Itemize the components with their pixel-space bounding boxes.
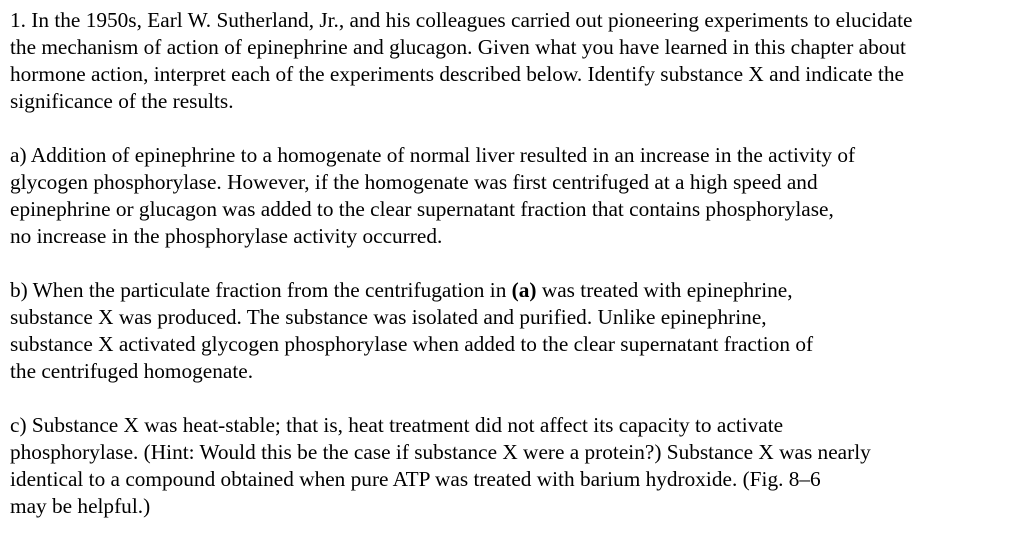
part-c-line-3: identical to a compound obtained when pure ATP was treated with barium hydroxide. (Fig. 8–6 (10, 467, 821, 491)
part-a-line-1: a) Addition of epinephrine to a homogenate of normal liver resulted in an increase in the activity of (10, 143, 856, 167)
part-b-line-4: the centrifuged homogenate. (10, 359, 254, 383)
part-a-line-4: no increase in the phosphorylase activity occurred. (10, 224, 443, 248)
part-c-line-4: may be helpful.) (10, 494, 151, 518)
intro-line-2: the mechanism of action of epinephrine and glucagon. Given what you have learned in this chapter about (10, 35, 906, 59)
part-a-line-3: epinephrine or glucagon was added to the clear supernatant fraction that contains phosphorylase, (10, 197, 834, 221)
part-a-line-2: glycogen phosphorylase. However, if the homogenate was first centrifuged at a high speed and (10, 170, 818, 194)
part-b-line-2: substance X was produced. The substance was isolated and purified. Unlike epinephrine, (10, 305, 767, 329)
part-b-line-1-end: was treated with epinephrine, (536, 278, 793, 302)
question-intro (10, 7, 1020, 115)
intro-line-1: 1. In the 1950s, Earl W. Sutherland, Jr., and his colleagues carried out pioneering experiments to elucidate (10, 8, 913, 32)
part-b-reference-a: (a) (511, 278, 537, 302)
question-part-a (10, 142, 1020, 250)
intro-line-3: hormone action, interpret each of the experiments described below. Identify substance X and indicate the (10, 62, 904, 86)
part-b-line-3: substance X activated glycogen phosphorylase when added to the clear supernatant fraction of (10, 332, 814, 356)
question-part-c (10, 412, 1020, 520)
part-c-line-2: phosphorylase. (Hint: Would this be the case if substance X were a protein?) Substance X was nearly (10, 440, 871, 464)
intro-line-4: significance of the results. (10, 89, 234, 113)
question-part-b (10, 277, 1020, 385)
document-page (10, 7, 1020, 547)
part-c-line-1: c) Substance X was heat-stable; that is, heat treatment did not affect its capacity to activate (10, 413, 784, 437)
part-b-line-1-start: b) When the particulate fraction from the centrifugation in (10, 278, 512, 302)
part-b-line-1 (10, 277, 1020, 304)
